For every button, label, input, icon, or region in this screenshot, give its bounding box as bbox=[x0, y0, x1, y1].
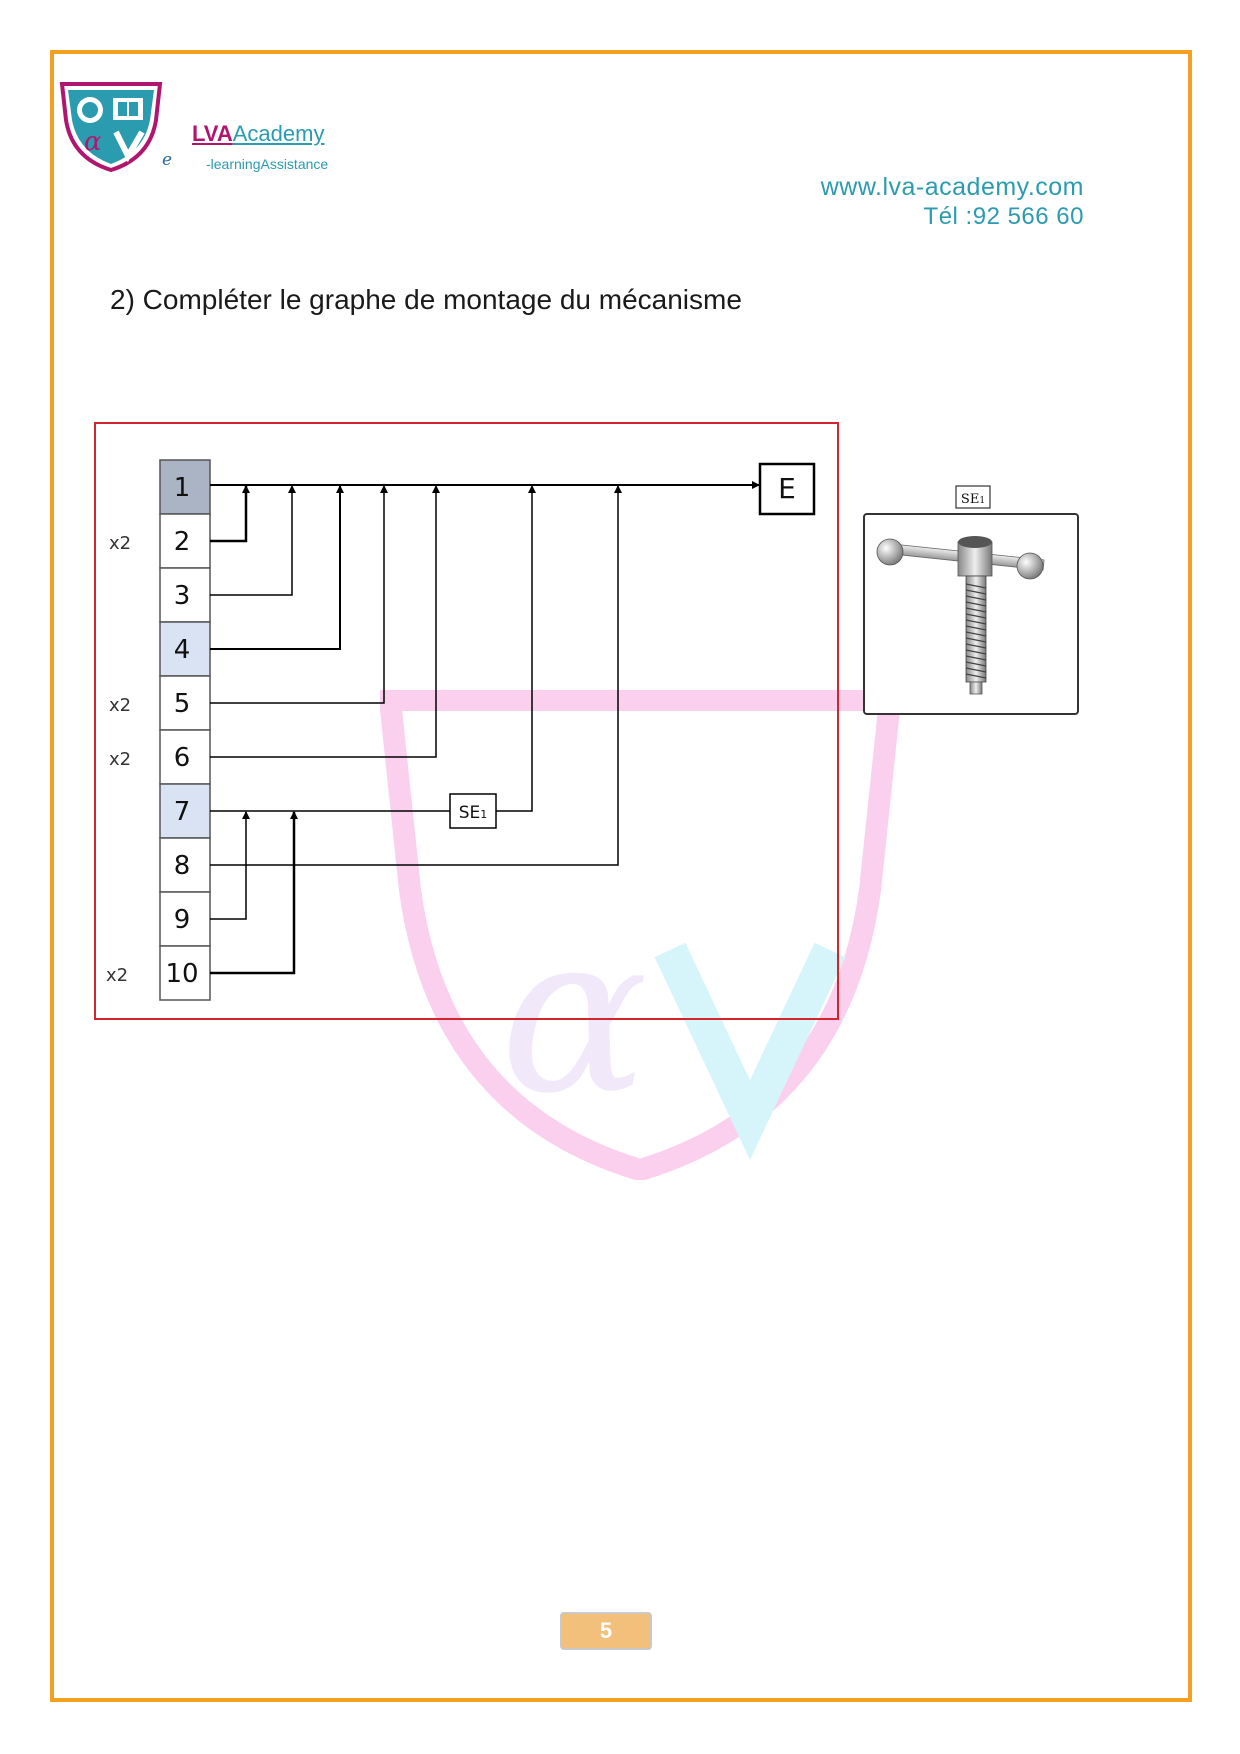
page-number: 5 bbox=[560, 1612, 652, 1650]
part-label-9: 9 bbox=[173, 905, 191, 935]
part-label-7: 7 bbox=[173, 797, 191, 827]
subassembly-tag-label: SE1 bbox=[960, 492, 986, 507]
link-part-6 bbox=[210, 486, 436, 757]
quantity-label-2: x2 bbox=[108, 533, 132, 554]
part-label-8: 8 bbox=[173, 851, 191, 881]
part-label-3: 3 bbox=[173, 581, 191, 611]
subassembly-illustration bbox=[862, 484, 1082, 720]
link-part-8 bbox=[210, 486, 618, 865]
brand-name bbox=[192, 121, 324, 147]
phone-number: Tél :92 566 60 bbox=[923, 203, 1084, 230]
quantity-label-6: x2 bbox=[108, 749, 132, 770]
brand-academy: Academy bbox=[232, 121, 325, 146]
brand-lva: LVA bbox=[192, 121, 233, 146]
part-label-6: 6 bbox=[173, 743, 191, 773]
subassembly-label: SE1 bbox=[458, 803, 488, 823]
assembly-graph bbox=[94, 422, 839, 1020]
link-subassembly bbox=[496, 486, 532, 811]
handle-ball-right bbox=[1017, 553, 1043, 579]
quantity-label-5: x2 bbox=[108, 695, 132, 716]
link-part-4 bbox=[210, 486, 340, 649]
screw-head-top bbox=[958, 536, 992, 548]
lva-academy-logo bbox=[58, 80, 164, 172]
part-label-5: 5 bbox=[173, 689, 191, 719]
part-label-1: 1 bbox=[173, 473, 191, 503]
part-label-10: 10 bbox=[165, 959, 199, 989]
brand-e: e bbox=[162, 150, 173, 170]
part-label-4: 4 bbox=[173, 635, 191, 665]
link-part-2 bbox=[210, 486, 246, 541]
svg-text:α: α bbox=[500, 886, 649, 1142]
svg-text:α: α bbox=[84, 127, 102, 157]
handle-ball-left bbox=[877, 539, 903, 565]
rod-tip bbox=[970, 682, 982, 694]
link-part-10 bbox=[210, 812, 294, 973]
end-label: E bbox=[778, 472, 796, 505]
question-text: 2) Compléter le graphe de montage du mécanisme bbox=[110, 284, 742, 315]
brand-subtitle: -learningAssistance bbox=[206, 156, 329, 172]
quantity-label-10: x2 bbox=[105, 965, 129, 986]
website-url: www.lva-academy.com bbox=[820, 173, 1084, 201]
part-label-2: 2 bbox=[173, 527, 191, 557]
